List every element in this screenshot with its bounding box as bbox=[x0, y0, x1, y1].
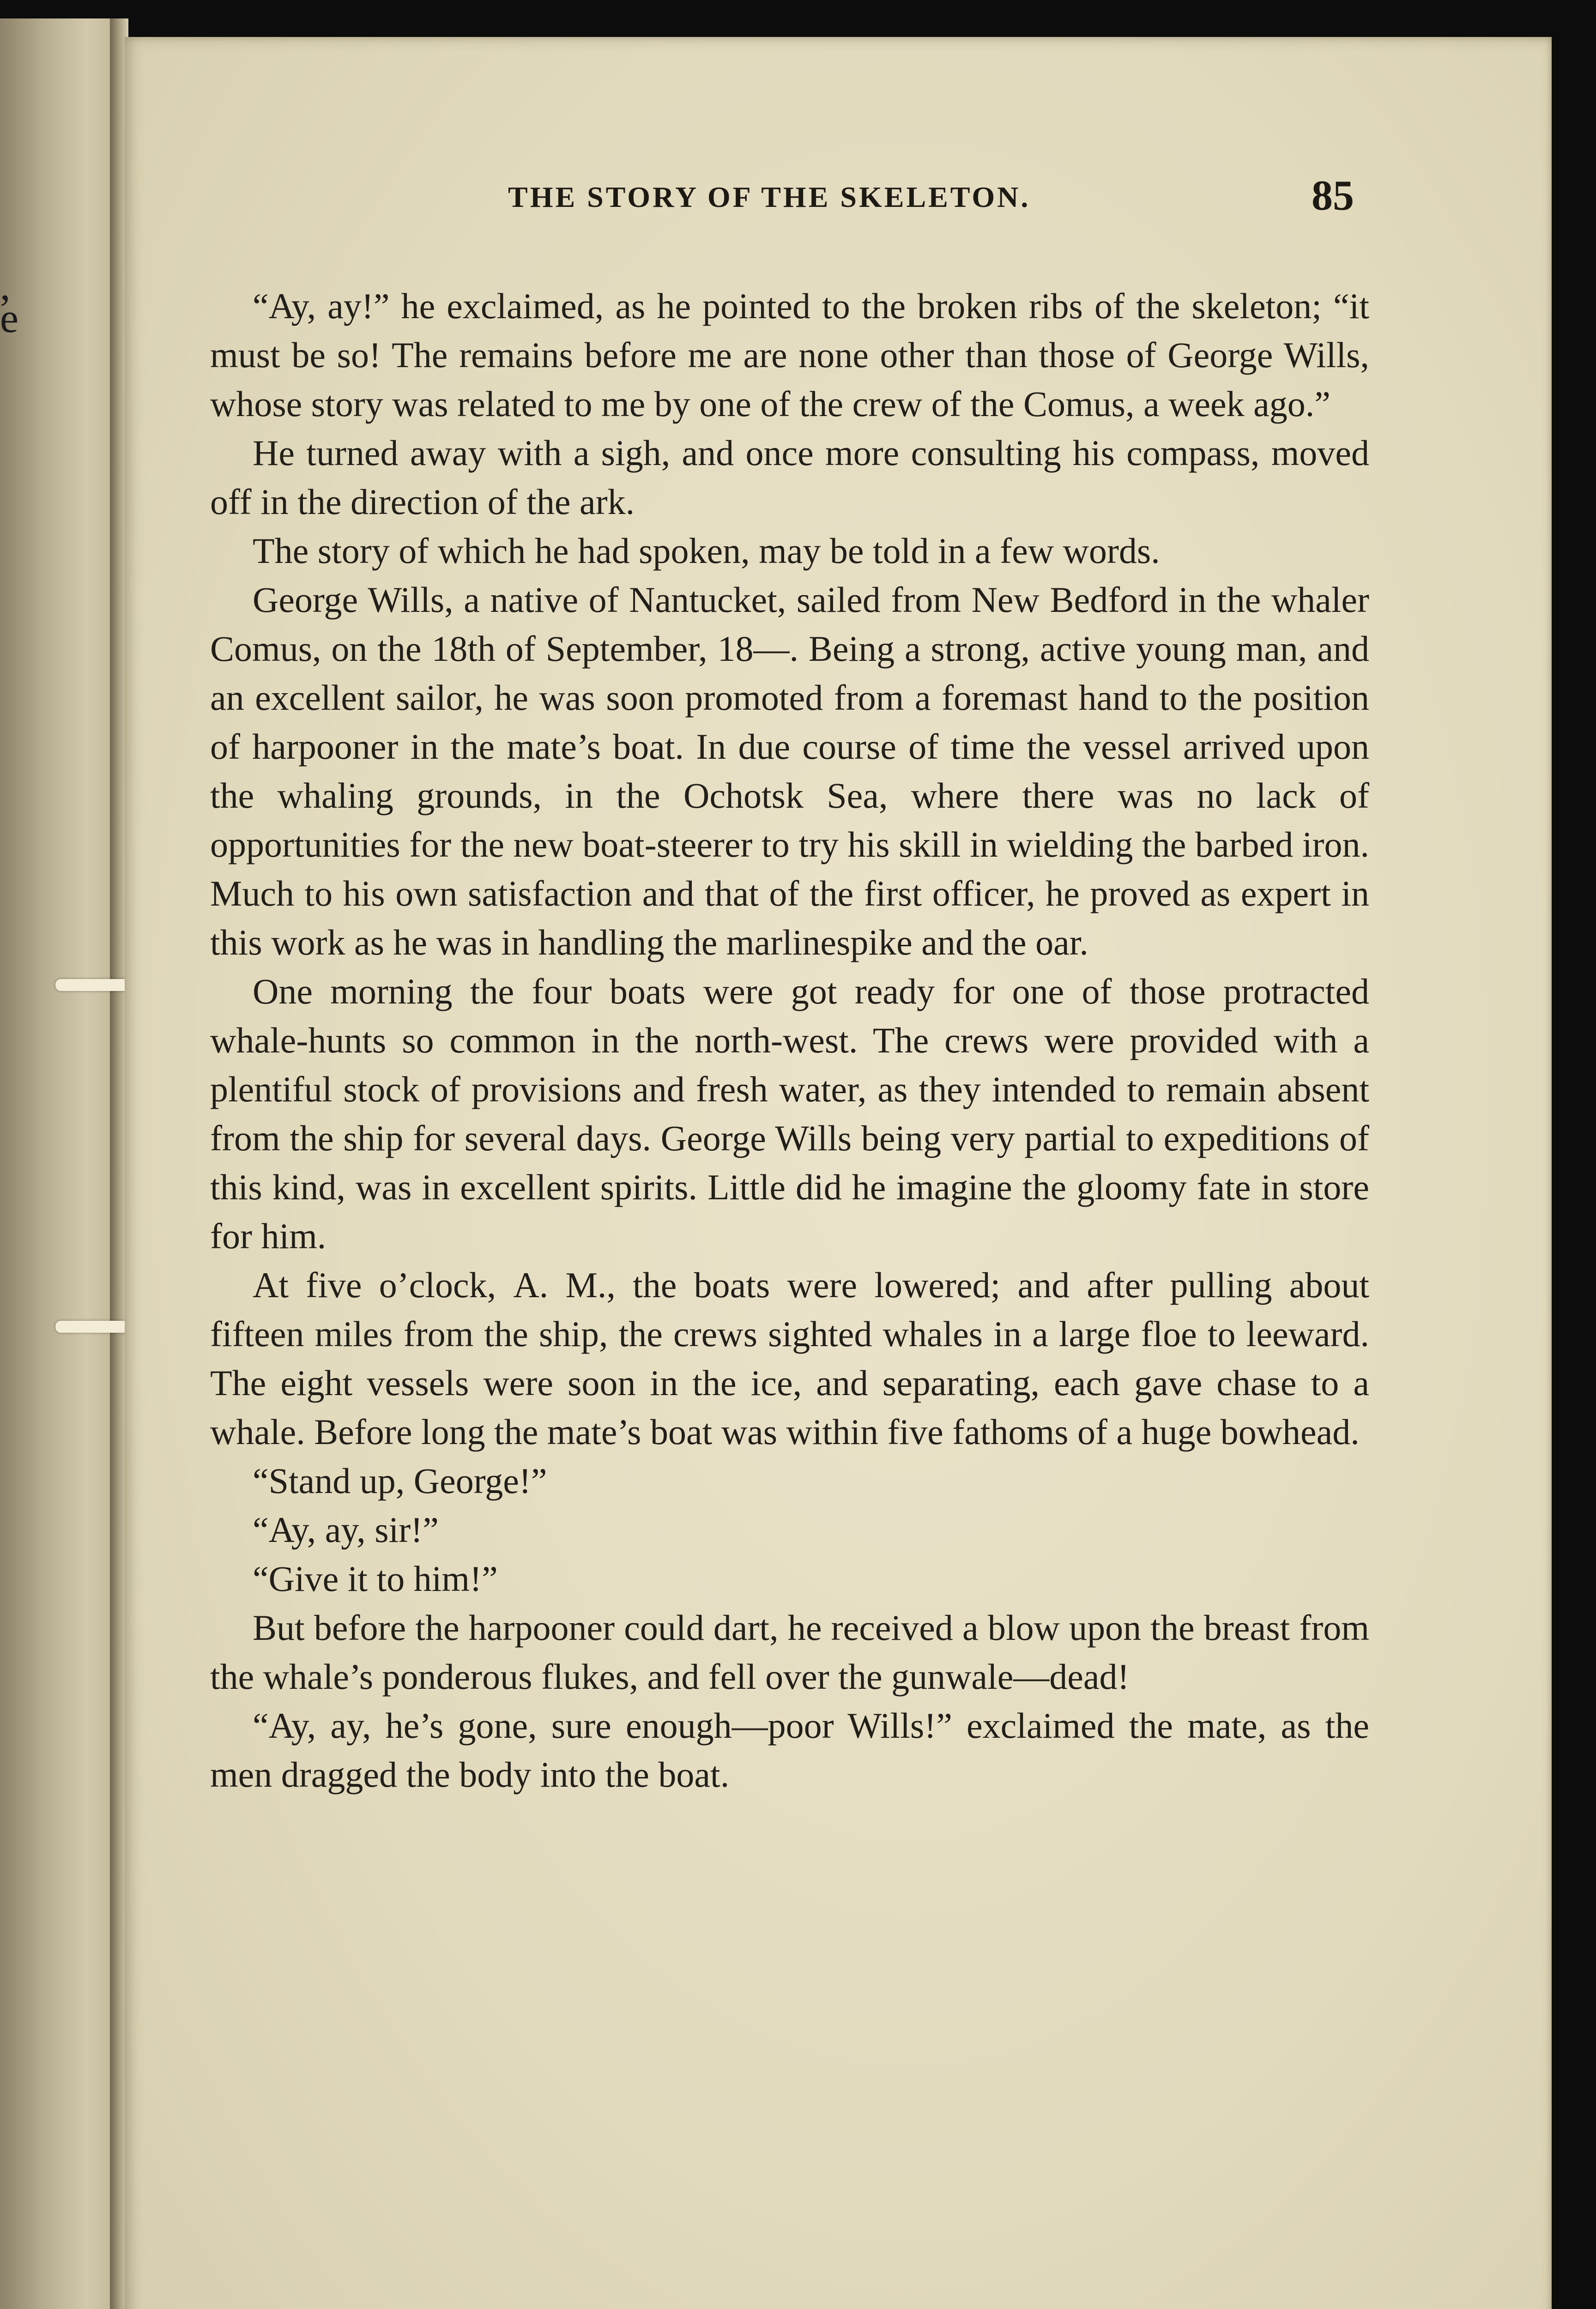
paragraph: The story of which he had spoken, may be told in a few words. bbox=[253, 531, 1160, 571]
body-text bbox=[210, 282, 1369, 1799]
dialogue-line: “Stand up, George!” bbox=[253, 1461, 547, 1501]
paragraph: But before the harpooner could dart, he received a blow upon the breast from the whale’s ponderous flukes, and fell over the gunwale—dead! bbox=[210, 1608, 1369, 1697]
previous-page-edge bbox=[0, 18, 115, 2309]
dialogue-line: “Give it to him!” bbox=[253, 1559, 498, 1599]
paragraph-text: , the boats were lowered; and after pulling about fifteen miles from the ship, the crews sighted whales in a large floe to leeward. The eight vessels were soon in the ice, and separating, each gave chase to a whale. Before long the mate’s boat was within five fathoms of a huge bowhead. bbox=[210, 1265, 1369, 1452]
time-abbreviation: A. M. bbox=[513, 1265, 607, 1305]
paragraph: “Ay, ay, he’s gone, sure enough—poor Wills!” exclaimed the mate, as the men dragged the body into the boat. bbox=[210, 1705, 1369, 1795]
previous-page-glyph: e bbox=[0, 296, 18, 341]
paragraph: One morning the four boats were got ready for one of those protracted whale-hunts so common in the north-west. The crews were provided with a plentiful stock of provisions and fresh water, as they intended to remain absent from the ship for several days. George Wills being very partial to expeditions of this kind, was in excellent spirits. Little did he imagine the gloomy fate in store for him. bbox=[210, 971, 1369, 1256]
running-title: THE STORY OF THE SKELETON. bbox=[508, 181, 1031, 213]
book-page bbox=[125, 37, 1552, 2309]
running-head bbox=[125, 172, 1552, 222]
paragraph-text: At five o’clock, bbox=[253, 1265, 496, 1305]
previous-page-glyph: , bbox=[0, 263, 11, 309]
dialogue-line: “Ay, ay, sir!” bbox=[253, 1510, 439, 1550]
paragraph bbox=[210, 1261, 1369, 1457]
paragraph: “Ay, ay!” he exclaimed, as he pointed to the broken ribs of the skeleton; “it must be so! The remains before me are none other than those of George Wills, whose story was related to me by one of the crew of the Comus, a week ago.” bbox=[210, 286, 1369, 424]
page-number: 85 bbox=[1312, 172, 1354, 219]
paragraph: He turned away with a sigh, and once more consulting his compass, moved off in the direction of the ark. bbox=[210, 433, 1369, 522]
paragraph: George Wills, a native of Nantucket, sailed from New Bedford in the whaler Comus, on the 18th of September, 18—. Being a strong, active young man, and an excellent sailor, he was soon promoted from a foremast hand to the position of harpooner in the mate’s boat. In due course of time the vessel arrived upon the whaling grounds, in the Ochotsk Sea, where there was no lack of opportunities for the new boat-steerer to try his skill in wielding the barbed iron. Much to his own satisfaction and that of the first officer, he proved as expert in this work as he was in handling the marlinespike and the oar. bbox=[210, 580, 1369, 962]
